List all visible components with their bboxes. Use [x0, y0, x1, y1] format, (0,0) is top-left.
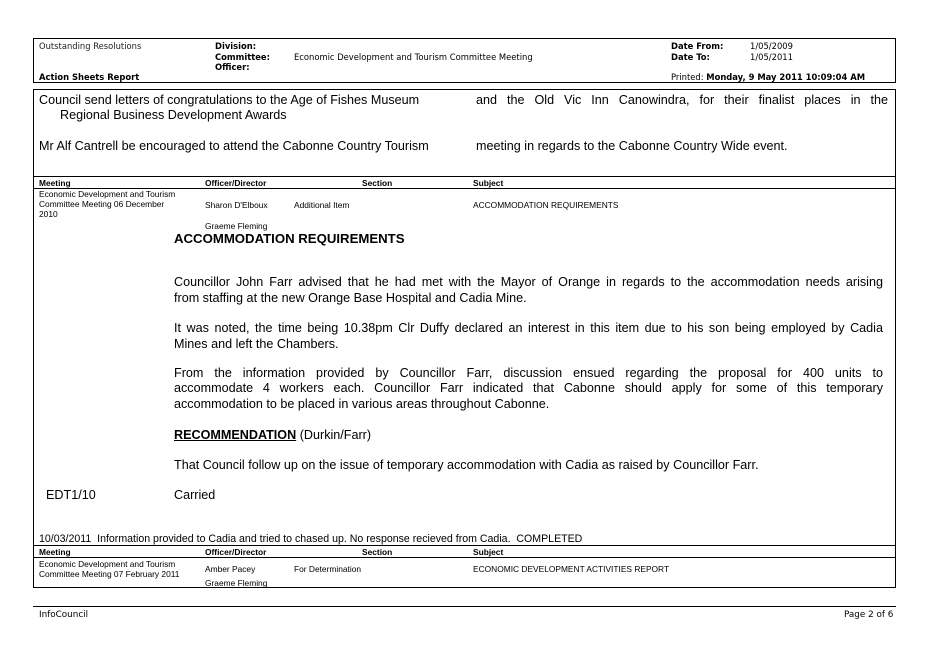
- col-meeting-header: Meeting: [39, 547, 71, 557]
- item1-resolution-number: EDT1/10: [46, 488, 96, 502]
- prev-line3-left: Mr Alf Cantrell be encouraged to attend the Cabonne Country Tourism: [39, 139, 429, 153]
- item2-officer: Amber Pacey: [205, 564, 256, 574]
- footer-left: InfoCouncil: [39, 610, 89, 620]
- item2-meeting-line1: Economic Development and Tourism: [39, 559, 176, 569]
- item1-action-note: 10/03/2011 Information provided to Cadia and tried to chased up. No response recieved from Cadia. COMPLETED: [39, 533, 583, 545]
- footer-page-number: Page 2 of 6: [844, 610, 894, 620]
- divider-line: [33, 176, 896, 177]
- officer-label: Officer:: [215, 62, 250, 72]
- item1-resolution-status: Carried: [174, 488, 216, 502]
- col-officer-header: Officer/Director: [205, 178, 267, 188]
- prev-line1-left: Council send letters of congratulations to the Age of Fishes Museum: [39, 93, 420, 107]
- col-subject-header: Subject: [473, 178, 504, 188]
- item1-subject: ACCOMMODATION REQUIREMENTS: [473, 200, 619, 210]
- item1-meeting-line3: 2010: [39, 209, 58, 219]
- printed-value: Monday, 9 May 2011 10:09:04 AM: [706, 72, 866, 82]
- item2-subject: ECONOMIC DEVELOPMENT ACTIVITIES REPORT: [473, 564, 670, 574]
- date-to-label: Date To:: [671, 52, 710, 62]
- divider-line: [33, 545, 896, 546]
- item1-meeting-line1: Economic Development and Tourism: [39, 189, 176, 199]
- item2-director: Graeme Fleming: [205, 578, 268, 588]
- printed-label: Printed:: [671, 72, 704, 82]
- date-to-value: 1/05/2011: [750, 52, 793, 62]
- committee-value: Economic Development and Tourism Committee Meeting: [294, 52, 533, 62]
- col-subject-header: Subject: [473, 547, 504, 557]
- content-box: [33, 89, 896, 588]
- item1-heading: ACCOMMODATION REQUIREMENTS: [174, 231, 405, 246]
- item1-officer: Sharon D'Elboux: [205, 200, 268, 210]
- col-section-header: Section: [362, 178, 393, 188]
- col-section-header: Section: [362, 547, 393, 557]
- recommendation-label: RECOMMENDATION: [174, 428, 297, 442]
- item1-recommendation: [174, 428, 371, 442]
- item1-para3-line2: accommodate 4 workers each. Councillor Farr indicated that Cabonne should apply for some of this temporary: [174, 381, 883, 395]
- date-from-value: 1/05/2009: [750, 41, 793, 51]
- item1-para1-line1: Councillor John Farr advised that he had met with the Mayor of Orange in regards to the accommodation needs arising: [174, 275, 883, 289]
- printed-line: [671, 72, 865, 82]
- item2-section: For Determination: [294, 564, 362, 574]
- item1-para1-line2: from staffing at the new Orange Base Hospital and Cadia Mine.: [174, 291, 527, 305]
- footer-rule: [33, 606, 896, 607]
- prev-line2: Regional Business Development Awards: [60, 108, 287, 122]
- division-label: Division:: [215, 41, 257, 51]
- report-type: Action Sheets Report: [39, 72, 140, 82]
- item1-meeting-line2: Committee Meeting 06 December: [39, 199, 165, 209]
- divider-line: [33, 557, 896, 558]
- committee-label: Committee:: [215, 52, 270, 62]
- item1-para2-line1: It was noted, the time being 10.38pm Clr Duffy declared an interest in this item due to his son being employed by Cadia: [174, 321, 883, 335]
- item1-director: Graeme Fleming: [205, 221, 268, 231]
- item1-section: Additional Item: [294, 200, 350, 210]
- item2-meeting-line2: Committee Meeting 07 February 2011: [39, 569, 180, 579]
- prev-line1-right: and the Old Vic Inn Canowindra, for their finalist places in the: [476, 93, 888, 107]
- prev-line3-right: meeting in regards to the Cabonne Country Wide event.: [476, 139, 788, 153]
- item1-recommendation-text: That Council follow up on the issue of temporary accommodation with Cadia as raised by Councillor Farr.: [174, 458, 759, 472]
- col-meeting-header: Meeting: [39, 178, 71, 188]
- item1-para3-line1: From the information provided by Councillor Farr, discussion ensued regarding the proposal for 400 units to: [174, 366, 883, 380]
- item1-para3-line3: accommodation to be placed in various areas throughout Cabonne.: [174, 397, 550, 411]
- report-name: Outstanding Resolutions: [39, 41, 142, 51]
- col-officer-header: Officer/Director: [205, 547, 267, 557]
- date-from-label: Date From:: [671, 41, 724, 51]
- recommendation-movers: (Durkin/Farr): [296, 428, 372, 442]
- item1-para2-line2: Mines and left the Chambers.: [174, 337, 339, 351]
